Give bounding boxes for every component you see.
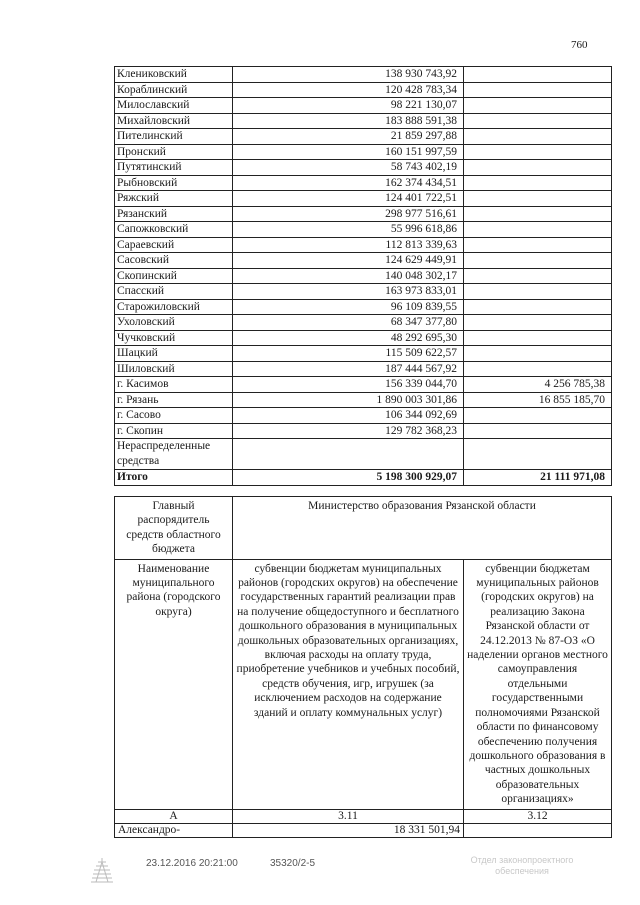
row-amount-1: 124 401 722,51 bbox=[233, 191, 464, 207]
row-name: Милославский bbox=[115, 98, 233, 114]
row-amount-2 bbox=[464, 253, 612, 269]
row-amount-2 bbox=[464, 346, 612, 362]
row-amount-2 bbox=[464, 284, 612, 300]
table-row bbox=[115, 408, 612, 424]
footer-datetime: 23.12.2016 20:21:00 bbox=[146, 858, 238, 869]
row-name: Рязанский bbox=[115, 206, 233, 222]
row-amount-2 bbox=[464, 98, 612, 114]
index-cell-3-12: 3.12 bbox=[464, 809, 612, 823]
total-amount-1: 5 198 300 929,07 bbox=[233, 470, 464, 486]
row-amount-1: 115 509 622,57 bbox=[233, 346, 464, 362]
table-row bbox=[115, 377, 612, 393]
row-amount-1: 183 888 591,38 bbox=[233, 113, 464, 129]
table-row bbox=[115, 67, 612, 83]
row-name: Сасовский bbox=[115, 253, 233, 269]
row-name: Кораблинский bbox=[115, 82, 233, 98]
row-amount-1: 106 344 092,69 bbox=[233, 408, 464, 424]
row-amount-2 bbox=[464, 408, 612, 424]
row-amount-1: 163 973 833,01 bbox=[233, 284, 464, 300]
table-row-unallocated bbox=[115, 439, 612, 470]
row-amount-1: 124 629 449,91 bbox=[233, 253, 464, 269]
row-name: Шацкий bbox=[115, 346, 233, 362]
row-amount-2 bbox=[464, 206, 612, 222]
row-amount-2 bbox=[464, 361, 612, 377]
row-amount-2 bbox=[464, 113, 612, 129]
subsidies-table-continued bbox=[114, 66, 612, 486]
row-amount-3-11: 18 331 501,94 bbox=[233, 823, 464, 837]
row-name: Ряжский bbox=[115, 191, 233, 207]
row-amount-2 bbox=[464, 299, 612, 315]
row-amount-2 bbox=[464, 191, 612, 207]
row-amount-1: 160 151 997,59 bbox=[233, 144, 464, 160]
row-name: Михайловский bbox=[115, 113, 233, 129]
header-ministry: Министерство образования Рязанской области bbox=[233, 497, 612, 560]
row-name: Спасский bbox=[115, 284, 233, 300]
row-amount-2 bbox=[464, 268, 612, 284]
row-amount-1: 138 930 743,92 bbox=[233, 67, 464, 83]
seal-icon bbox=[88, 856, 116, 886]
row-name: Пронский bbox=[115, 144, 233, 160]
row-amount-1: 129 782 368,23 bbox=[233, 423, 464, 439]
row-amount-1: 140 048 302,17 bbox=[233, 268, 464, 284]
row-amount-3-12 bbox=[464, 823, 612, 837]
header-chief-administrator: Главный распорядитель средств областного бюджета bbox=[115, 497, 233, 560]
row-name: Старожиловский bbox=[115, 299, 233, 315]
row-amount-1: 96 109 839,55 bbox=[233, 299, 464, 315]
row-amount-1: 58 743 402,19 bbox=[233, 160, 464, 176]
row-amount-2 bbox=[464, 222, 612, 238]
row-amount-1: 21 859 297,88 bbox=[233, 129, 464, 145]
row-amount-2 bbox=[464, 67, 612, 83]
table-row-total bbox=[115, 470, 612, 486]
table-row bbox=[115, 284, 612, 300]
row-amount-2: 4 256 785,38 bbox=[464, 377, 612, 393]
row-amount-2 bbox=[464, 82, 612, 98]
row-amount-1: 98 221 130,07 bbox=[233, 98, 464, 114]
row-amount-2 bbox=[464, 160, 612, 176]
row-name: г. Касимов bbox=[115, 377, 233, 393]
page-number: 760 bbox=[571, 39, 588, 51]
row-amount-2 bbox=[464, 144, 612, 160]
row-amount-2 bbox=[464, 129, 612, 145]
index-cell-a: А bbox=[115, 809, 233, 823]
row-name: г. Скопин bbox=[115, 423, 233, 439]
table-row bbox=[115, 82, 612, 98]
row-amount-2 bbox=[464, 315, 612, 331]
table-row bbox=[115, 175, 612, 191]
row-amount-1: 48 292 695,30 bbox=[233, 330, 464, 346]
row-name: г. Сасово bbox=[115, 408, 233, 424]
table-row bbox=[115, 222, 612, 238]
row-amount-1 bbox=[233, 439, 464, 470]
row-amount-1: 55 996 618,86 bbox=[233, 222, 464, 238]
footer-faint-stamp: Отдел законопроектного обеспечения bbox=[470, 855, 574, 876]
row-name: Путятинский bbox=[115, 160, 233, 176]
index-cell-3-11: 3.11 bbox=[233, 809, 464, 823]
table-row bbox=[115, 315, 612, 331]
table-row bbox=[115, 144, 612, 160]
table-row bbox=[115, 253, 612, 269]
subsidies-table-education bbox=[114, 496, 612, 838]
row-amount-1: 187 444 567,92 bbox=[233, 361, 464, 377]
table-row bbox=[115, 98, 612, 114]
table-row bbox=[115, 392, 612, 408]
header-column-3-11: субвенции бюджетам муниципальных районов (городских округов) на обеспечение государственных гарантий реализации прав на получение общедоступного и бесплатного дошкольного образования в муниципальных дошкольных образовательных организациях, включая расходы на оплату труда, приобретение учебников и учебных пособий, средств обучения, игр, игрушек (за исключением расходов на содержание зданий и оплату коммунальных услуг) bbox=[233, 559, 464, 809]
row-name: Шиловский bbox=[115, 361, 233, 377]
row-name: Пителинский bbox=[115, 129, 233, 145]
table-row bbox=[115, 113, 612, 129]
row-name: Скопинский bbox=[115, 268, 233, 284]
table-row bbox=[115, 268, 612, 284]
table-row bbox=[115, 237, 612, 253]
footer-doc-code: 35320/2-5 bbox=[270, 858, 316, 869]
total-amount-2: 21 111 971,08 bbox=[464, 470, 612, 486]
header-municipality-name: Наименование муниципального района (городского округа) bbox=[115, 559, 233, 809]
table-row bbox=[115, 206, 612, 222]
row-name: Александро- bbox=[115, 823, 233, 837]
table-row bbox=[115, 129, 612, 145]
row-name: г. Рязань bbox=[115, 392, 233, 408]
table-row bbox=[115, 423, 612, 439]
row-amount-1: 120 428 783,34 bbox=[233, 82, 464, 98]
row-amount-2 bbox=[464, 330, 612, 346]
row-amount-2 bbox=[464, 175, 612, 191]
row-name: Клениковский bbox=[115, 67, 233, 83]
header-column-3-12: субвенции бюджетам муниципальных районов (городских округов) на реализацию Закона Рязанской области от 24.12.2013 № 87-ОЗ «О наделении органов местного самоуправления отдельными государственными полномочиями Рязанской области по финансовому обеспечению получения дошкольного образования в частных дошкольных образовательных организациях» bbox=[464, 559, 612, 809]
row-amount-2 bbox=[464, 439, 612, 470]
row-amount-1: 156 339 044,70 bbox=[233, 377, 464, 393]
row-name: Сапожковский bbox=[115, 222, 233, 238]
table-row bbox=[115, 160, 612, 176]
row-amount-2: 16 855 185,70 bbox=[464, 392, 612, 408]
table-row bbox=[115, 191, 612, 207]
row-amount-1: 162 374 434,51 bbox=[233, 175, 464, 191]
row-amount-1: 1 890 003 301,86 bbox=[233, 392, 464, 408]
table-row bbox=[115, 299, 612, 315]
row-amount-2 bbox=[464, 423, 612, 439]
total-label: Итого bbox=[115, 470, 233, 486]
table-row bbox=[115, 346, 612, 362]
row-amount-1: 68 347 377,80 bbox=[233, 315, 464, 331]
row-amount-1: 298 977 516,61 bbox=[233, 206, 464, 222]
row-name: Чучковский bbox=[115, 330, 233, 346]
table-row bbox=[115, 361, 612, 377]
row-amount-2 bbox=[464, 237, 612, 253]
row-name: Ухоловский bbox=[115, 315, 233, 331]
row-name: Сараевский bbox=[115, 237, 233, 253]
row-name: Нераспределенные средства bbox=[115, 439, 233, 470]
row-name: Рыбновский bbox=[115, 175, 233, 191]
table-row bbox=[115, 330, 612, 346]
row-amount-1: 112 813 339,63 bbox=[233, 237, 464, 253]
